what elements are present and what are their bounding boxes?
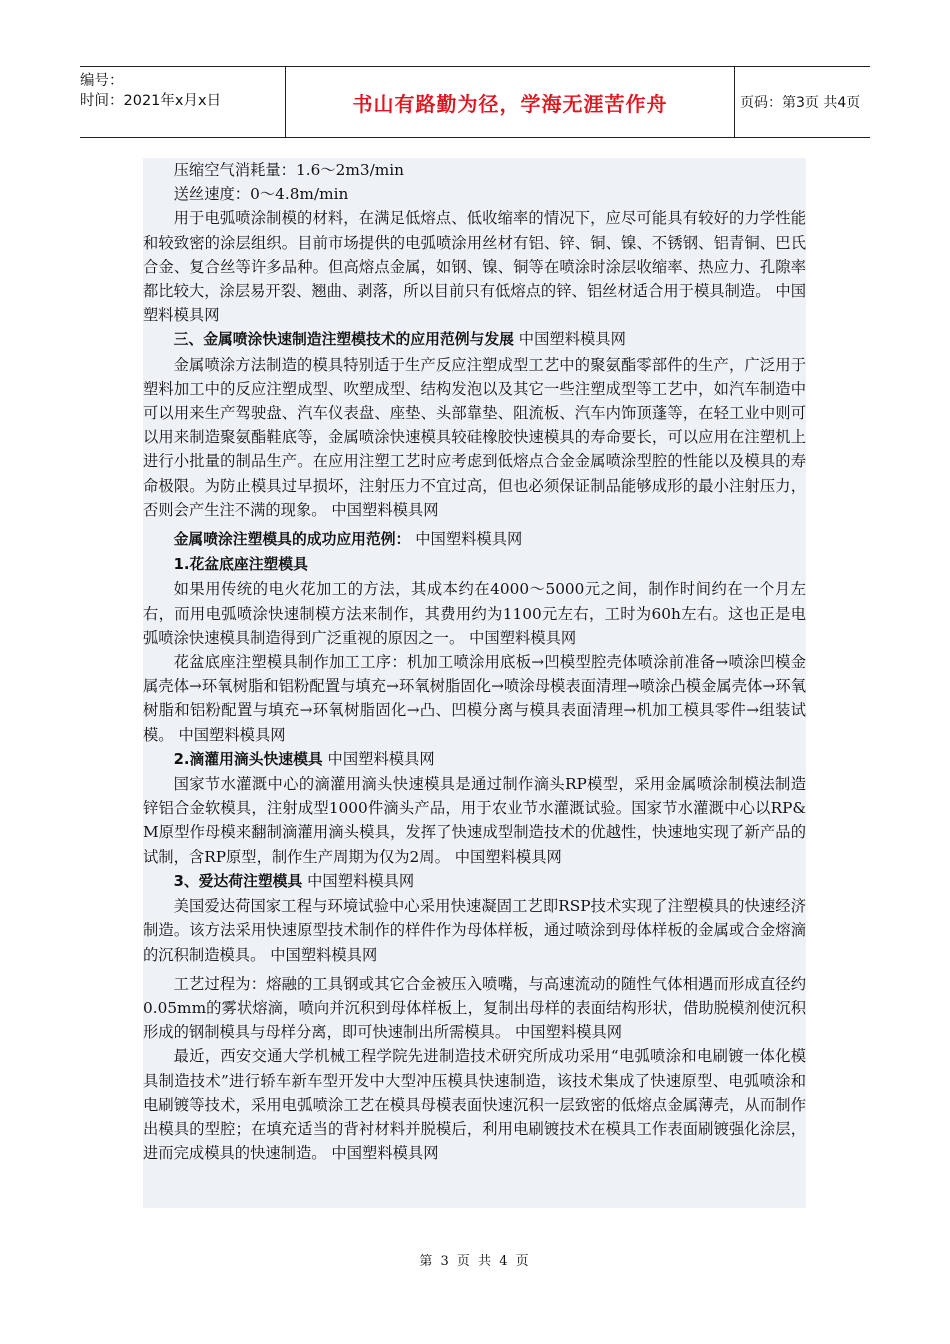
paragraph: 最近，西安交通大学机械工程学院先进制造技术研究所成功采用“电弧喷涂和电刷镀一体化模具制造技术”进行轿车新车型开发中大型冲压模具快速制造，该技术集成了快速原型、电弧喷涂和电刷镀等技术，采用电弧喷涂工艺在模具母模表面快速沉积一层致密的低熔点金属薄壳，从而制作出模具的型腔；在填充适当的背衬材料并脱模后，利用电刷镀技术在模具工作表面刷镀强化涂层，进而完成模具的快速制造。 中国塑料模具网 xyxy=(143,1047,806,1163)
paragraph: 压缩空气消耗量：1.6～2m3/min xyxy=(173,161,404,179)
case-heading-site: 中国塑料模具网 xyxy=(410,530,523,549)
subsection-heading xyxy=(143,747,806,772)
subsection-3-site: 中国塑料模具网 xyxy=(302,871,415,890)
paragraph: 送丝速度：0～4.8m/min xyxy=(173,185,349,204)
section-heading-title: 三、金属喷涂快速制造注塑模技术的应用范例与发展 xyxy=(173,331,514,349)
paragraph: 美国爱达荷国家工程与环境试验中心采用快速凝固工艺即RSP技术实现了注塑模具的快速经济制造。该方法采用快速原型技术制作的样件作为母体样板，通过喷涂到母体样板的金属或合金熔滴的沉积制造模具。 中国塑料模具网 xyxy=(143,897,806,964)
subsection-heading xyxy=(143,869,806,894)
paragraph: 国家节水灌溉中心的滴灌用滴头快速模具是通过制作滴头RP模型，采用金属喷涂制模法制造锌铝合金软模具，注射成型1000件滴头产品，用于农业节水灌溉试验。国家节水灌溉中心以RP&M原型作母模来翻制滴灌用滴头模具，发挥了快速成型制造技术的优越性，快速地实现了新产品的试制，含RP原型，制作生产周期为仅为2周。 中国塑料模具网 xyxy=(143,775,806,866)
subsection-heading xyxy=(143,552,806,577)
header-page-number: 页码：第3页 共4页 xyxy=(740,95,861,111)
subsection-2-site: 中国塑料模具网 xyxy=(322,749,435,768)
case-heading-title: 金属喷涂注塑模具的成功应用范例： xyxy=(173,531,411,549)
subsection-3-title: 3、爱达荷注塑模具 xyxy=(173,872,303,890)
case-heading xyxy=(143,527,806,552)
paragraph: 金属喷涂方法制造的模具特别适于生产反应注塑成型工艺中的聚氨酯零部件的生产，广泛用于塑料加工中的反应注塑成型、吹塑成型、结构发泡以及其它一些注塑成型等工艺中，如汽车制造中可以用来生产驾驶盘、汽车仪表盘、座垫、头部靠垫、阻流板、汽车内饰顶蓬等，在轻工业中则可以用来制造聚氨酯鞋底等，金属喷涂快速模具较硅橡胶快速模具的寿命要长，可以应用在注塑机上进行小批量的制品生产。在应用注塑工艺时应考虑到低熔点合金金属喷涂型腔的性能以及模具的寿命极限。为防止模具过早损坏，注射压力不宜过高，但也必须保证制品能够成形的最小注射压力，否则会产生注不满的现象。 中国塑料模具网 xyxy=(143,355,806,519)
paragraph: 花盆底座注塑模具制作加工工序：机加工喷涂用底板→凹模型腔壳体喷涂前准备→喷涂凹模金属壳体→环氧树脂和铝粉配置与填充→环氧树脂固化→喷涂母模表面清理→喷涂凸模金属壳体→环氧树脂和铝粉配置与填充→环氧树脂固化→凸、凹模分离与模具表面清理→机加工模具零件→组装试模。 中国塑料模具网 xyxy=(143,653,806,744)
section-heading-site: 中国塑料模具网 xyxy=(513,330,626,349)
number-label: 编号： xyxy=(80,73,124,89)
header-motto: 书山有路勤为径，学海无涯苦作舟 xyxy=(285,67,735,137)
paragraph: 如果用传统的电火花加工的方法，其成本约在4000～5000元之间，制作时间约在一个月左右，而用电弧喷涂快速制模方法来制作，其费用约为1100元左右，工时为60h左右。这也正是电弧喷涂快速模具制造得到广泛重视的原因之一。 中国塑料模具网 xyxy=(143,580,806,647)
paragraph: 工艺过程为：熔融的工具钢或其它合金被压入喷嘴，与高速流动的随性气体相遇而形成直径约0.05mm的雾状熔滴，喷向并沉积到母体样板上，复制出母样的表面结构形状，借助脱模剂使沉积形成的钢制模具与母样分离，即可快速制出所需模具。 中国塑料模具网 xyxy=(143,974,806,1042)
subsection-1-title: 1.花盆底座注塑模具 xyxy=(173,556,308,574)
page-footer: 第 3 页 共 4 页 xyxy=(419,1254,531,1269)
page-header xyxy=(80,66,870,138)
document-body xyxy=(143,158,806,1208)
paragraph: 用于电弧喷涂制模的材料，在满足低熔点、低收缩率的情况下，应尽可能具有较好的力学性能和较致密的涂层组织。目前市场提供的电弧喷涂用丝材有铝、锌、铜、镍、不锈钢、铝青铜、巴氏合金、复合丝等许多品种。但高熔点金属，如钢、镍、铜等在喷涂时涂层收缩率、热应力、孔隙率都比较大，涂层易开裂、翘曲、剥落，所以目前只有低熔点的锌、铝丝材适合用于模具制造。 中国塑料模具网 xyxy=(143,209,806,325)
time-label: 时间：2021年x月x日 xyxy=(80,93,222,109)
section-heading xyxy=(143,327,806,352)
header-meta xyxy=(80,67,285,137)
subsection-2-title: 2.滴灌用滴头快速模具 xyxy=(173,750,323,768)
